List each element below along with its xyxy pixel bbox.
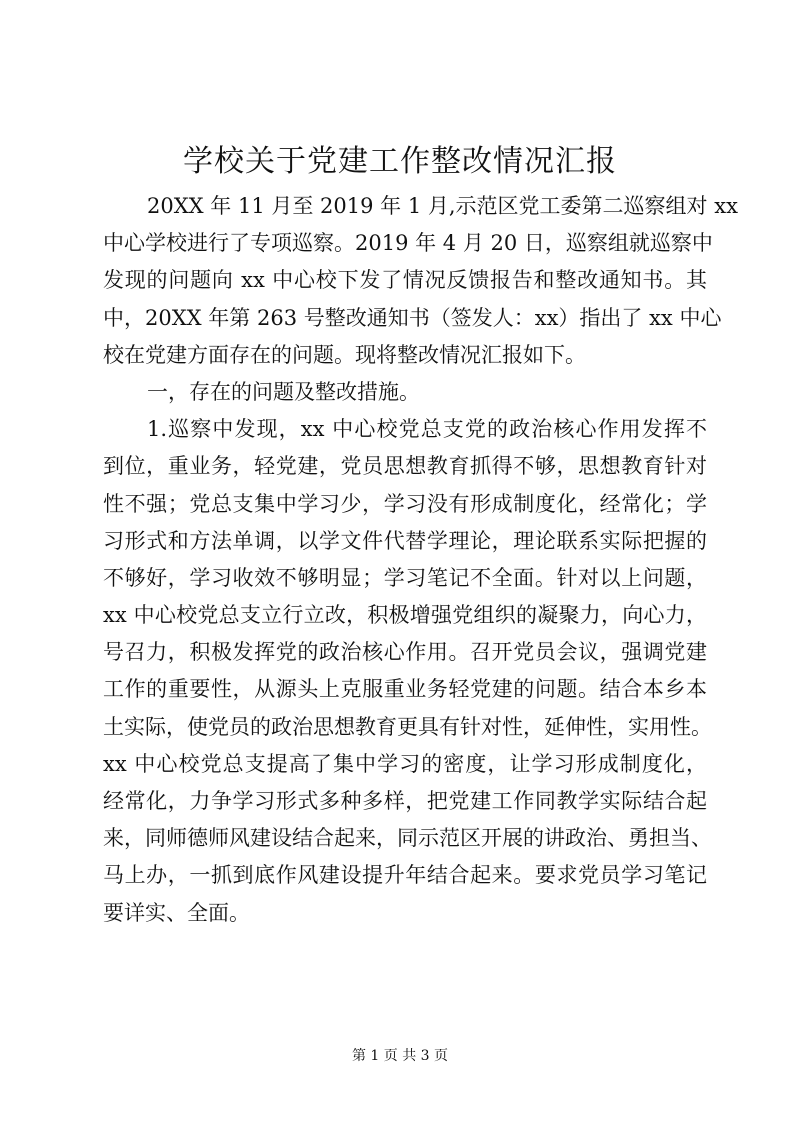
paragraph-1-line-2: 中心学校进行了专项巡察。2019 年 4 月 20 日，巡察组就巡察中	[103, 231, 713, 256]
paragraph-3-line-2: 到位，重业务，轻党建，党员思想教育抓得不够，思想教育针对	[103, 454, 707, 479]
paragraph-3-line-1: 1.巡察中发现，xx 中心校党总支党的政治核心作用发挥不	[147, 417, 707, 442]
paragraph-3-line-5: 不够好，学习收效不够明显；学习笔记不全面。针对以上问题，	[103, 565, 707, 590]
paragraph-3-line-10: xx 中心校党总支提高了集中学习的密度，让学习形成制度化，	[103, 751, 707, 776]
section-heading: 一，存在的问题及整改措施。	[147, 379, 420, 404]
paragraph-1-line-5: 校在党建方面存在的问题。现将整改情况汇报如下。	[103, 342, 586, 367]
paragraph-3-line-6: xx 中心校党总支立行立改，积极增强党组织的凝聚力，向心力，	[103, 603, 707, 628]
document-title: 学校关于党建工作整改情况汇报	[183, 144, 617, 179]
paragraph-3-line-14: 要详实、全面。	[103, 900, 250, 925]
page-number-footer: 第 1 页 共 3 页	[351, 1048, 449, 1064]
paragraph-1-line-4: 中，20XX 年第 263 号整改通知书（签发人：xx）指出了 xx 中心	[103, 305, 722, 330]
paragraph-3-line-8: 工作的重要性，从源头上克服重业务轻党建的问题。结合本乡本	[103, 677, 707, 702]
paragraph-1-line-1: 20XX 年 11 月至 2019 年 1 月,示范区党工委第二巡察组对 xx	[147, 194, 738, 218]
paragraph-3-line-13: 马上办，一抓到底作风建设提升年结合起来。要求党员学习笔记	[103, 863, 707, 888]
paragraph-1-line-3: 发现的问题向 xx 中心校下发了情况反馈报告和整改通知书。其	[103, 268, 707, 293]
document-body	[103, 188, 738, 932]
paragraph-3-line-4: 习形式和方法单调，以学文件代替学理论，理论联系实际把握的	[103, 528, 707, 553]
paragraph-3-line-7: 号召力，积极发挥党的政治核心作用。召开党员会议，强调党建	[103, 640, 707, 665]
paragraph-3-line-3: 性不强；党总支集中学习少，学习没有形成制度化，经常化；学	[103, 491, 707, 516]
paragraph-3-line-12: 来，同师德师风建设结合起来，同示范区开展的讲政治、勇担当、	[103, 826, 712, 851]
paragraph-3-line-9: 土实际，使党员的政治思想教育更具有针对性，延伸性，实用性。	[103, 714, 712, 739]
paragraph-3-line-11: 经常化，力争学习形式多种多样，把党建工作同教学实际结合起	[103, 789, 707, 813]
